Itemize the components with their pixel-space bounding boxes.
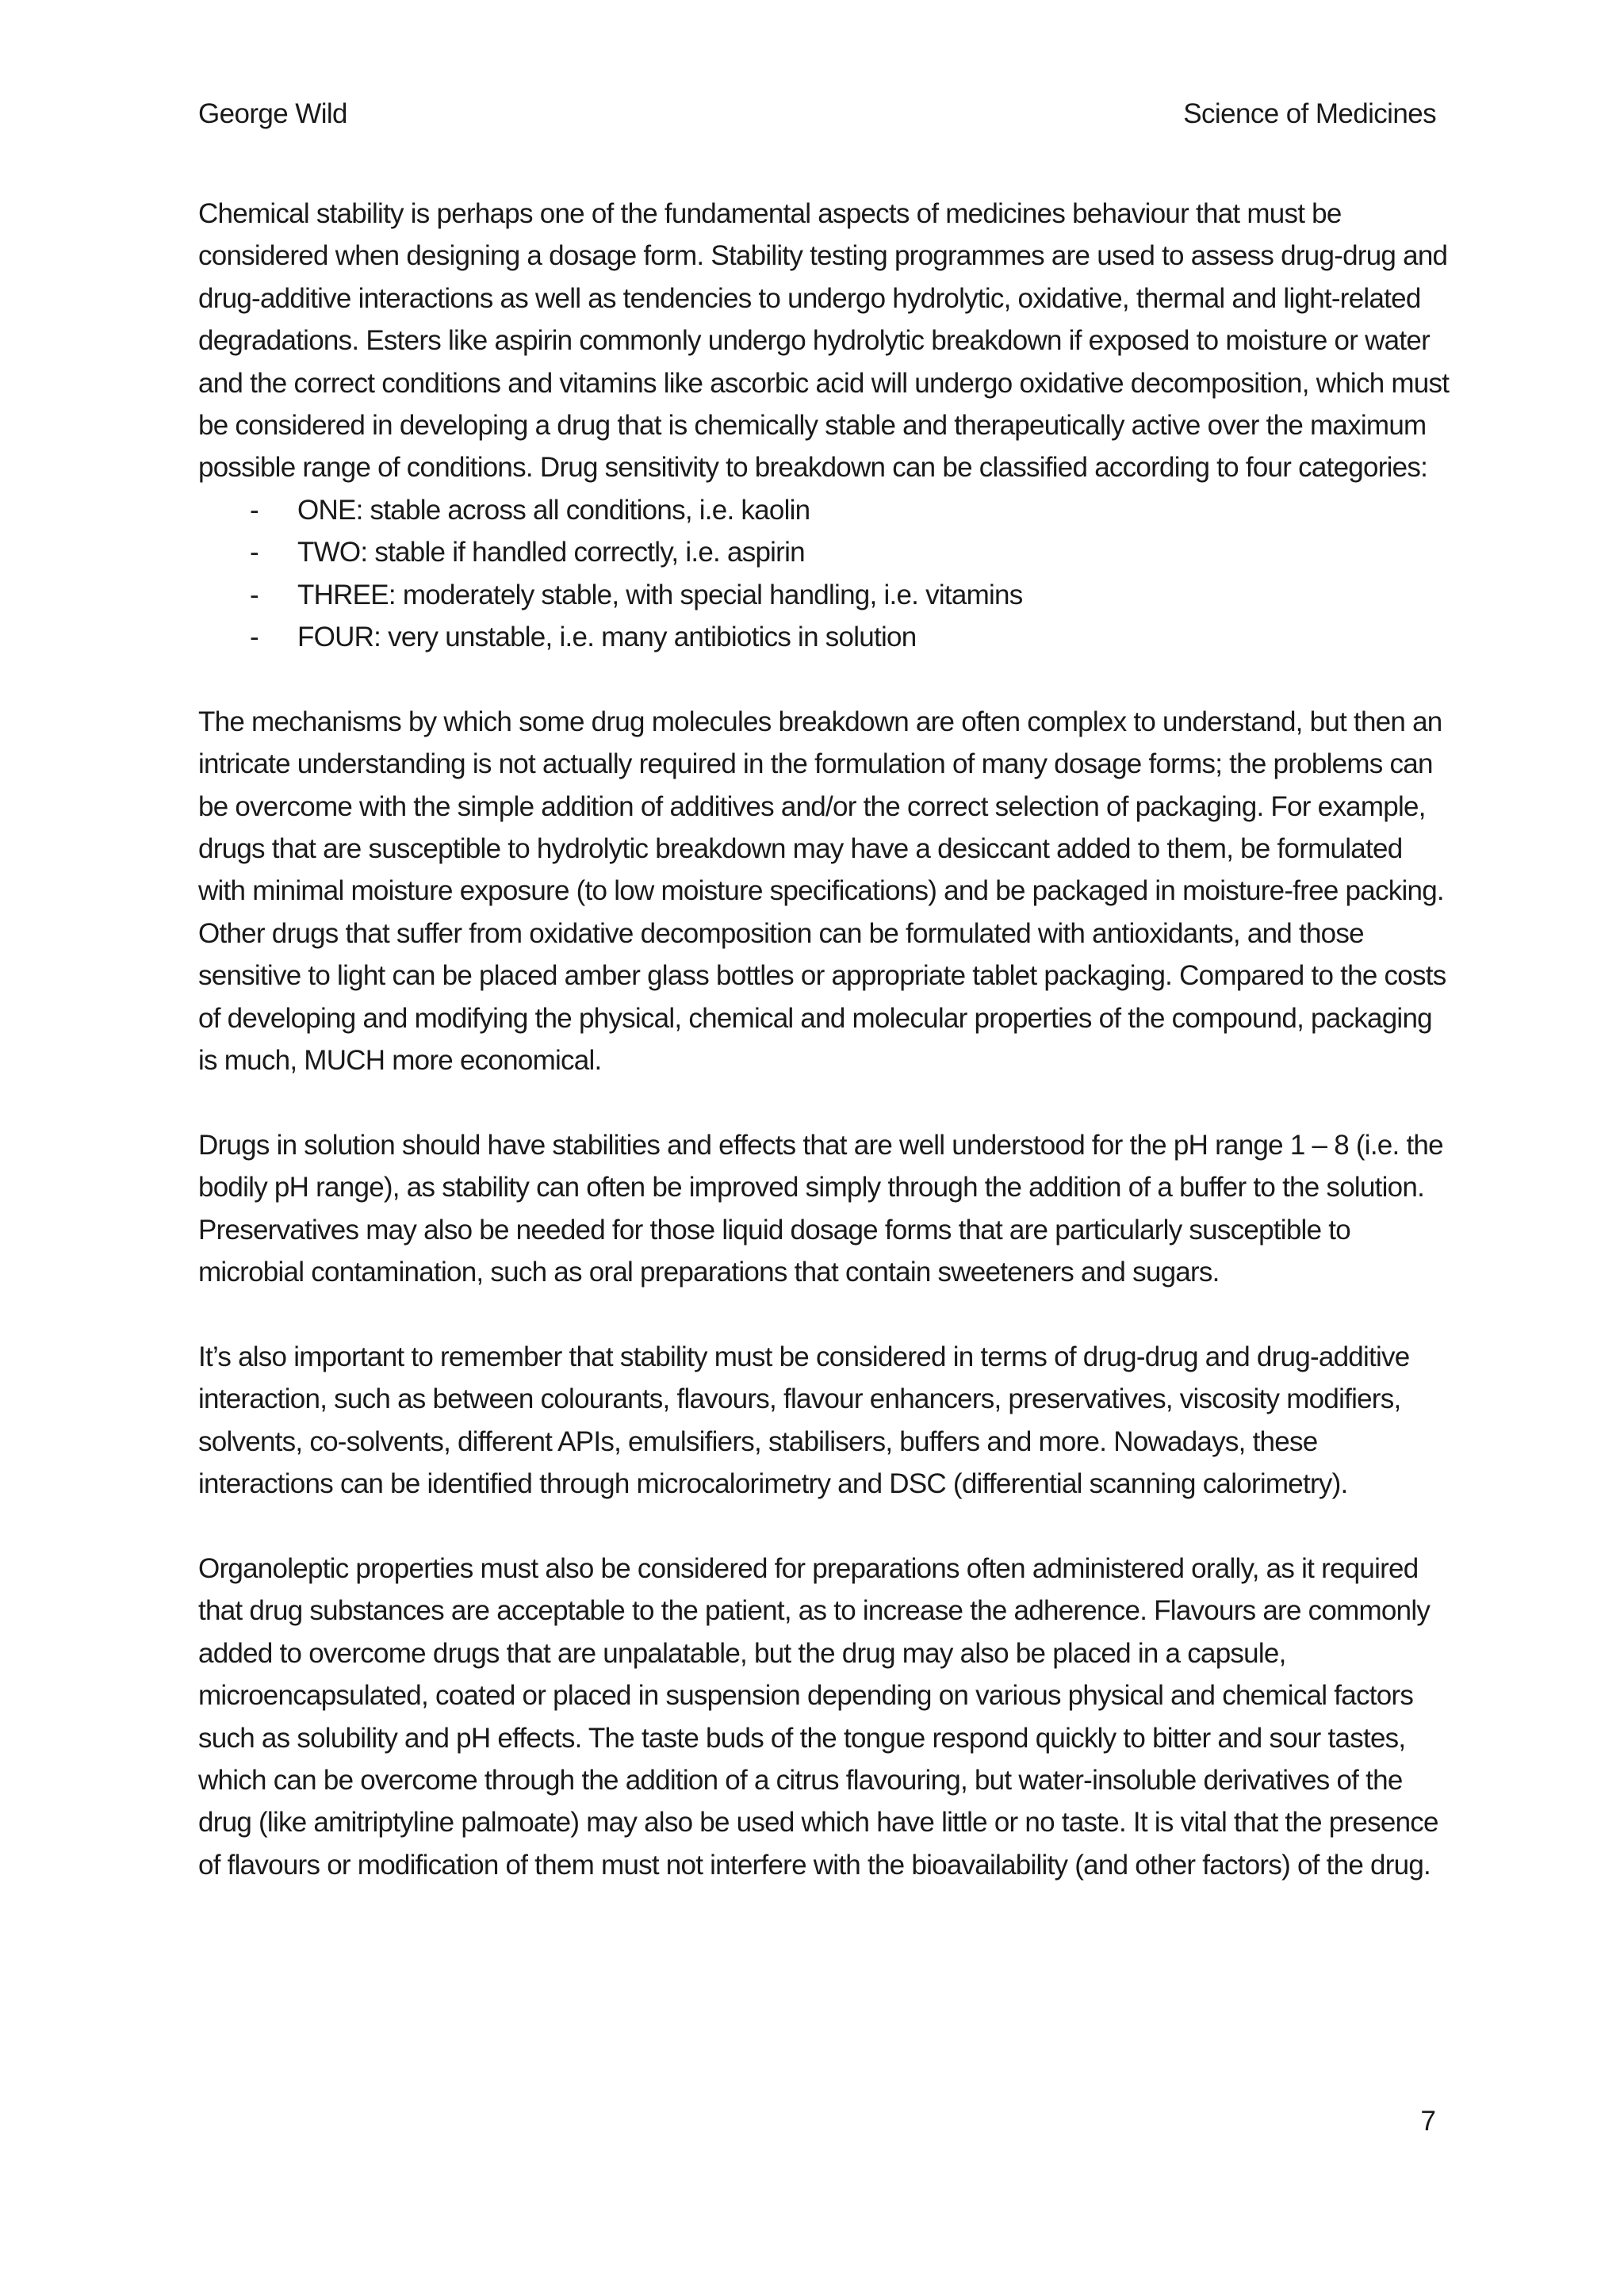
bullet-dash: - bbox=[250, 579, 259, 610]
list-item-text: TWO: stable if handled correctly, i.e. aspirin bbox=[297, 537, 805, 568]
page-number: 7 bbox=[1420, 2106, 1436, 2137]
list-item-text: ONE: stable across all conditions, i.e. kaolin bbox=[297, 494, 810, 526]
paragraph-drugs-in-solution: Drugs in solution should have stabilities and effects that are well understood for the pH range 1 – 8 (i.e. the bodily pH range), as stability can often be improved simply through the addition of a buffer to the solution. Preservatives may also be needed for those liquid dosage forms that are particularly susceptible to microbial contamination, such as oral preparations that contain sweeteners and sugars. bbox=[198, 1129, 1443, 1288]
paragraph-spacer bbox=[198, 1506, 1451, 1548]
paragraph-chemical-stability: Chemical stability is perhaps one of the fundamental aspects of medicines behaviour that must be considered when designing a dosage form. Stability testing programmes are used to assess drug-drug and drug-additive interactions as well as tendencies to undergo hydrolytic, oxidative, thermal and light-related degradations. Esters like aspirin commonly undergo hydrolytic breakdown if exposed to moisture or water and the correct conditions and vitamins like ascorbic acid will undergo oxidative decomposition, which must be considered in developing a drug that is chemically stable and therapeutically active over the maximum possible range of conditions. Drug sensitivity to breakdown can be classified according to four categories: bbox=[198, 198, 1450, 484]
list-item-text: FOUR: very unstable, i.e. many antibiotics in solution bbox=[297, 622, 917, 653]
list-item bbox=[198, 616, 1451, 658]
bullet-dash: - bbox=[250, 622, 259, 653]
list-item bbox=[198, 531, 1451, 573]
paragraph-breakdown-mechanisms: The mechanisms by which some drug molecules breakdown are often complex to understand, but then an intricate understanding is not actually required in the formulation of many dosage forms; the problems can be overcome with the simple addition of additives and/or the correct selection of packaging. For example, drugs that are susceptible to hydrolytic breakdown may have a desiccant added to them, be formulated with minimal moisture exposure (to low moisture specifications) and be packaged in moisture-free packing. Other drugs that suffer from oxidative decomposition can be formulated with antioxidants, and those sensitive to light can be placed amber glass bottles or appropriate tablet packaging. Compared to the costs of developing and modifying the physical, chemical and molecular properties of the compound, packaging is much, MUCH more economical. bbox=[198, 706, 1446, 1077]
body-text bbox=[198, 193, 1451, 1886]
stability-category-list bbox=[198, 489, 1451, 659]
paragraph-spacer bbox=[198, 658, 1451, 700]
paragraph-interactions: It’s also important to remember that stability must be considered in terms of drug-drug and drug-additive interaction, such as between colourants, flavours, flavour enhancers, preservatives, viscosity modifiers, solvents, co-solvents, different APIs, emulsifiers, stabilisers, buffers and more. Nowadays, these interactions can be identified through microcalorimetry and DSC (differential scanning calorimetry). bbox=[198, 1341, 1410, 1500]
list-item bbox=[198, 574, 1451, 616]
page-header-title: Science of Medicines bbox=[1183, 98, 1436, 129]
paragraph-spacer bbox=[198, 1294, 1451, 1336]
bullet-dash: - bbox=[250, 494, 259, 526]
page-header-author: George Wild bbox=[198, 98, 347, 129]
list-item bbox=[198, 489, 1451, 531]
bullet-dash: - bbox=[250, 537, 259, 568]
list-item-text: THREE: moderately stable, with special handling, i.e. vitamins bbox=[297, 579, 1023, 610]
paragraph-spacer bbox=[198, 1082, 1451, 1124]
paragraph-organoleptic: Organoleptic properties must also be considered for preparations often administered orally, as it required that drug substances are acceptable to the patient, as to increase the adherence. Flavours are commonly added to overcome drugs that are unpalatable, but the drug may also be placed in a capsule, microencapsulated, coated or placed in suspension depending on various physical and chemical factors such as solubility and pH effects. The taste buds of the tongue respond quickly to bitter and sour tastes, which can be overcome through the addition of a citrus flavouring, but water-insoluble derivatives of the drug (like amitriptyline palmoate) may also be used which have little or no taste. It is vital that the presence of flavours or modification of them must not interfere with the bioavailability (and other factors) of the drug. bbox=[198, 1552, 1438, 1881]
